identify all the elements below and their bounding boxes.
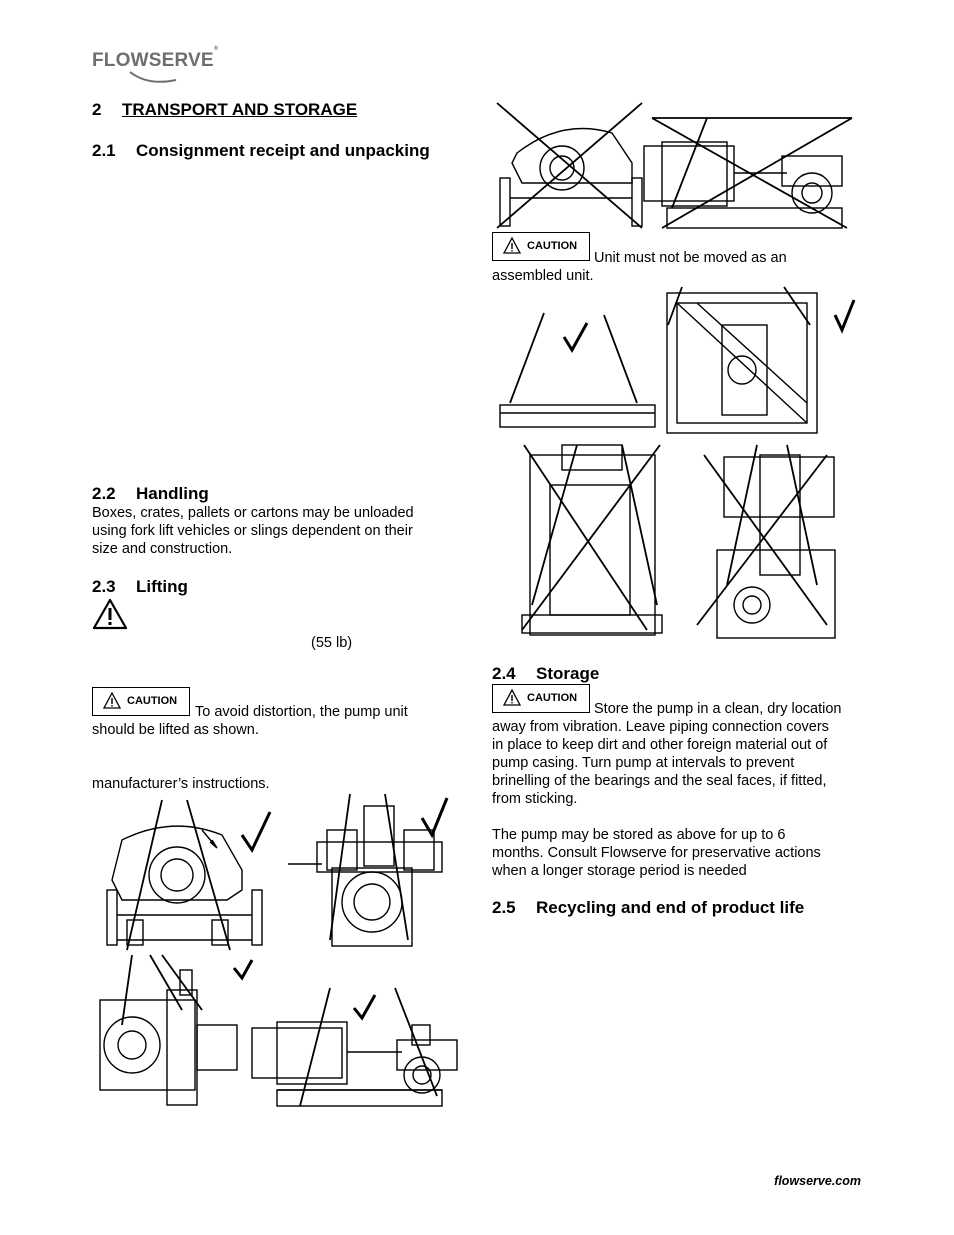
checkmark-icon	[234, 960, 252, 978]
heading-2-2: 2.2 Handling	[92, 484, 209, 503]
warning-icon	[92, 598, 128, 630]
heading-2-4: 2.4 Storage	[492, 664, 600, 683]
logo-swoosh-icon	[128, 70, 208, 88]
storage-line1: Store the pump in a clean, dry location	[594, 701, 842, 717]
split-case-pump-drawing	[107, 800, 262, 950]
heading-2-3: 2.3 Lifting	[92, 577, 188, 596]
assembled-note-line1: Unit must not be moved as an	[594, 250, 787, 266]
lifting-figures	[92, 790, 462, 1120]
caution-triangle-icon	[503, 689, 521, 707]
checkmark-icon	[564, 323, 587, 350]
checkmark-icon	[354, 995, 375, 1018]
handling-text: Boxes, crates, pallets or cartons may be unloaded using fork lift vehicles or slings dependent on their size and construction.	[92, 505, 414, 557]
baseplate-unit-drawing	[252, 988, 457, 1106]
weight-note: (55 lb)	[311, 635, 353, 651]
caution-badge: CAUTION	[492, 232, 590, 261]
storage-duration-text: The pump may be stored as above for up to 6 months. Consult Flowserve for preservative actions when a longer storage period is needed	[492, 827, 821, 879]
caution-triangle-icon	[503, 237, 521, 255]
footer-url: flowserve.com	[774, 1174, 861, 1188]
lifting-caution-line1: To avoid distortion, the pump unit	[195, 704, 408, 720]
checkmark-icon	[835, 300, 854, 330]
storage-text: away from vibration. Leave piping connection covers in place to keep dirt and other foreign material out of pump casing. Turn pump at intervals to prevent brinelling of the bearings and the seal faces, if fitted, from sticking.	[492, 719, 829, 807]
caution-badge: CAUTION	[92, 687, 190, 716]
caution-triangle-icon	[103, 692, 121, 710]
pump-end-view-drawing	[288, 794, 442, 946]
flowserve-logo: FLOWSERVE®	[92, 45, 219, 71]
heading-2-1: 2.1 Consignment receipt and unpacking	[92, 141, 430, 160]
lifting-caution-line2: should be lifted as shown.	[92, 722, 259, 738]
manufacturer-text: manufacturer’s instructions.	[92, 776, 270, 792]
heading-2-5: 2.5 Recycling and end of product life	[492, 898, 805, 917]
section-heading: 2 TRANSPORT AND STORAGE	[92, 100, 358, 119]
caution-badge: CAUTION	[492, 684, 590, 713]
pump-plan-view-drawing	[100, 955, 237, 1105]
checkmark-icon	[242, 812, 270, 850]
crate-lifting-figures	[492, 285, 862, 645]
assembled-unit-figures	[492, 98, 862, 238]
assembled-note-line2: assembled unit.	[492, 268, 594, 284]
